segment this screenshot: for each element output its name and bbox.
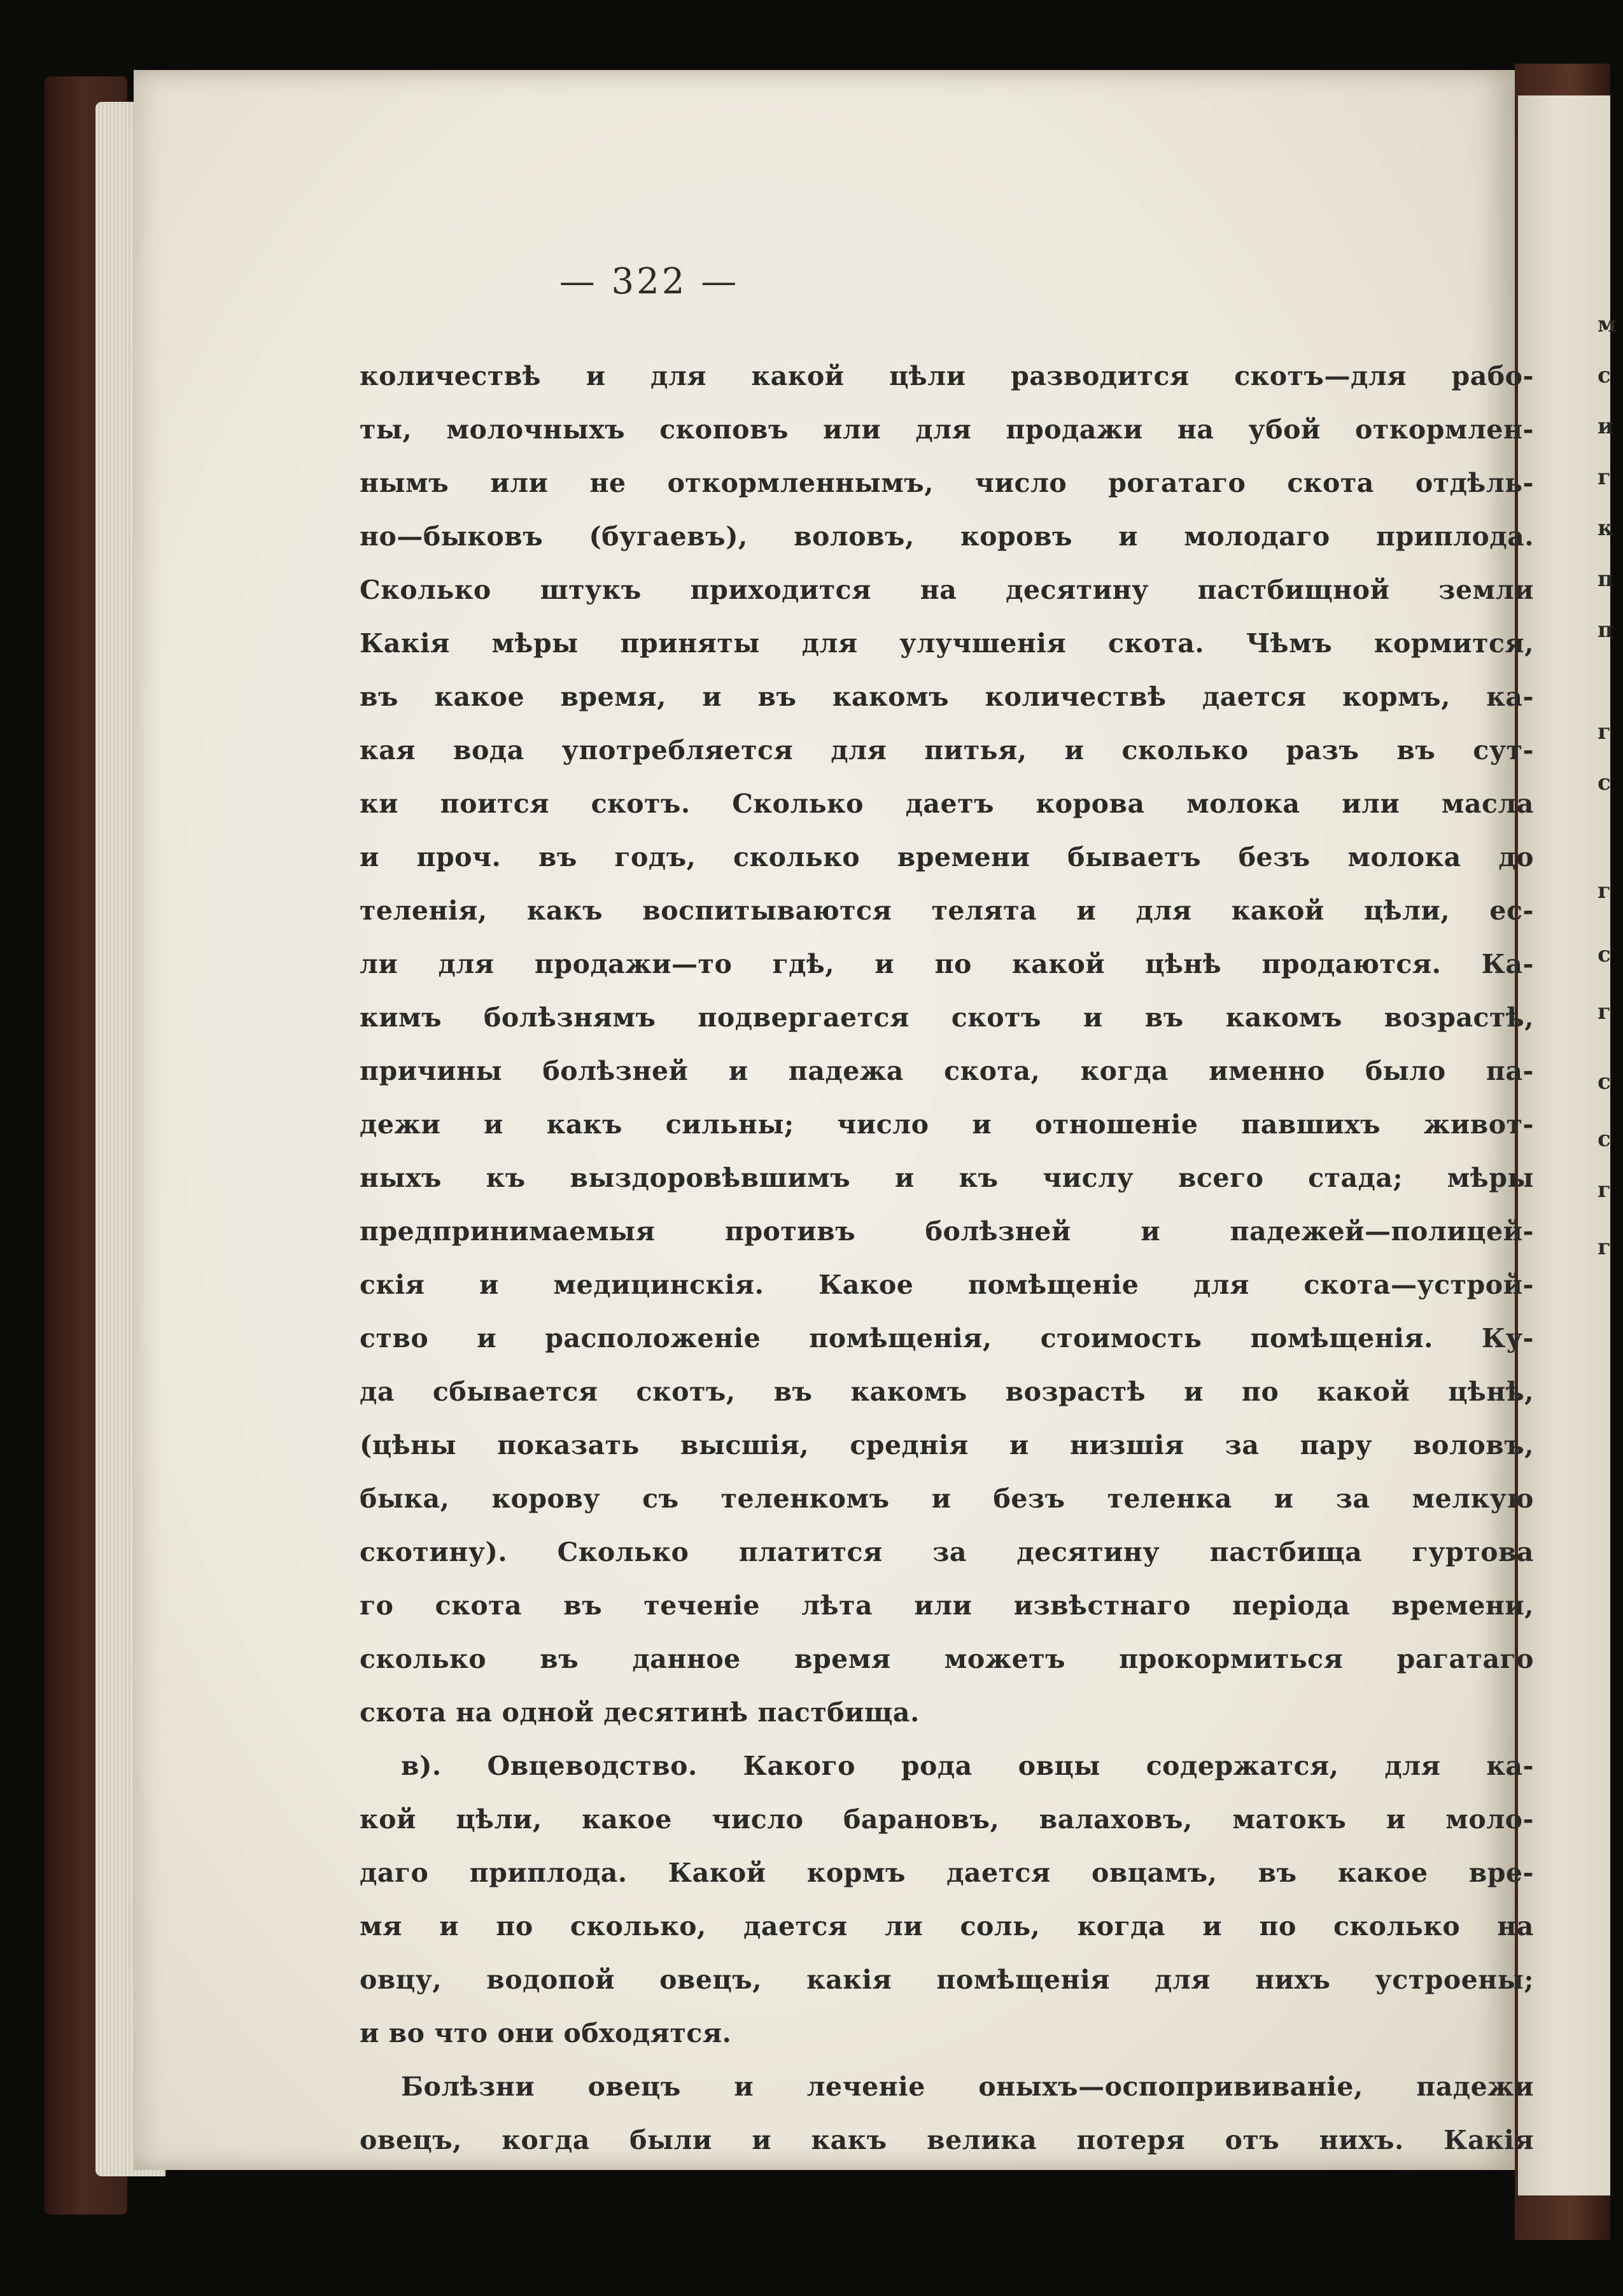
text-line: даго приплода. Какой кормъ дается овцамъ, въ какое вре- [360,1858,1534,1888]
text-line: и проч. въ годъ, сколько времени бываетъ безъ молока до [360,842,1534,872]
text-line: ты, молочныхъ скоповъ или для продажи на убой откормлен- [360,414,1534,445]
text-line: овецъ, когда были и какъ велика потеря отъ нихъ. Какія [360,2125,1534,2155]
page-number: — 322 — [559,261,740,302]
next-page-letter: с [1598,1126,1611,1152]
text-line: предпринимаемыя противъ болѣзней и падежей—полицей- [360,1216,1534,1247]
text-line: сколько въ данное время можетъ прокормиться рагатаго [360,1644,1534,1674]
next-page-letter: г [1598,1177,1611,1203]
text-line: теленія, какъ воспитываются телята и для какой цѣли, ес- [360,895,1534,926]
text-line: кимъ болѣзнямъ подвергается скотъ и въ какомъ возрастѣ, [360,1002,1534,1033]
text-line: овцу, водопой овецъ, какія помѣщенія для нихъ устроены; [360,1964,1534,1995]
text-line: кой цѣли, какое число барановъ, валаховъ, матокъ и моло- [360,1804,1534,1835]
text-line: ки поится скотъ. Сколько даетъ корова молока или масла [360,788,1534,819]
text-line: скотину). Сколько платится за десятину пастбища гуртова [360,1537,1534,1567]
next-page-letter: с [1598,770,1611,795]
text-line: скота на одной десятинѣ пастбища. [360,1697,920,1728]
next-page-letter: с [1598,1069,1611,1095]
next-page-letter: м [1598,312,1617,337]
text-line: в). Овцеводство. Какого рода овцы содержатся, для ка- [401,1751,1534,1781]
next-page-letter: г [1598,1235,1611,1260]
text-line: дежи и какъ сильны; число и отношеніе павшихъ живот- [360,1109,1534,1140]
text-line: Болѣзни овецъ и леченіе оныхъ—оспопрививаніе, падежи [401,2071,1534,2102]
text-line: нымъ или не откормленнымъ, число рогатаго скота отдѣль- [360,468,1534,498]
text-line: количествѣ и для какой цѣли разводится скотъ—для рабо- [360,361,1534,391]
text-line: быка, корову съ теленкомъ и безъ теленка и за мелкую [360,1483,1534,1514]
next-page-letter: к [1598,515,1613,541]
text-line: но—быковъ (бугаевъ), воловъ, коровъ и молодаго приплода. [360,521,1534,552]
book-page [134,70,1534,2170]
text-line: да сбывается скотъ, въ какомъ возрастѣ и по какой цѣнѣ, [360,1376,1534,1407]
text-line: скія и медицинскія. Какое помѣщеніе для скота—устрой- [360,1270,1534,1300]
text-line: причины болѣзней и падежа скота, когда именно было па- [360,1056,1534,1086]
next-page-letter: г [1598,465,1611,490]
next-page-letter: с [1598,942,1611,967]
text-line: кая вода употребляется для питья, и сколько разъ въ сут- [360,735,1534,766]
text-line: Какія мѣры приняты для улучшенія скота. Чѣмъ кормится, [360,628,1534,659]
text-line: Сколько штукъ приходится на десятину пастбищной земли [360,575,1534,605]
next-page-letter: г [1598,878,1611,904]
text-line: го скота въ теченіе лѣта или извѣстнаго періода времени, [360,1590,1534,1621]
text-line: въ какое время, и въ какомъ количествѣ дается кормъ, ка- [360,682,1534,712]
text-line: ныхъ къ выздоровѣвшимъ и къ числу всего стада; мѣры [360,1163,1534,1193]
next-page-letter: г [1598,999,1611,1025]
next-page-letter: с [1598,363,1611,388]
text-line: ство и расположеніе помѣщенія, стоимость помѣщенія. Ку- [360,1323,1534,1354]
text-line: мя и по сколько, дается ли соль, когда и по сколько на [360,1911,1534,1942]
next-page-letter: г [1598,719,1611,745]
text-line: (цѣны показать высшія, среднія и низшія за пару воловъ, [360,1430,1534,1460]
text-line: и во что они обходятся. [360,2018,732,2048]
next-page-letter: п [1598,566,1613,592]
text-line: ли для продажи—то гдѣ, и по какой цѣнѣ продаются. Ка- [360,949,1534,979]
next-page-letter: и [1598,414,1614,439]
next-page-letter: п [1598,617,1613,643]
